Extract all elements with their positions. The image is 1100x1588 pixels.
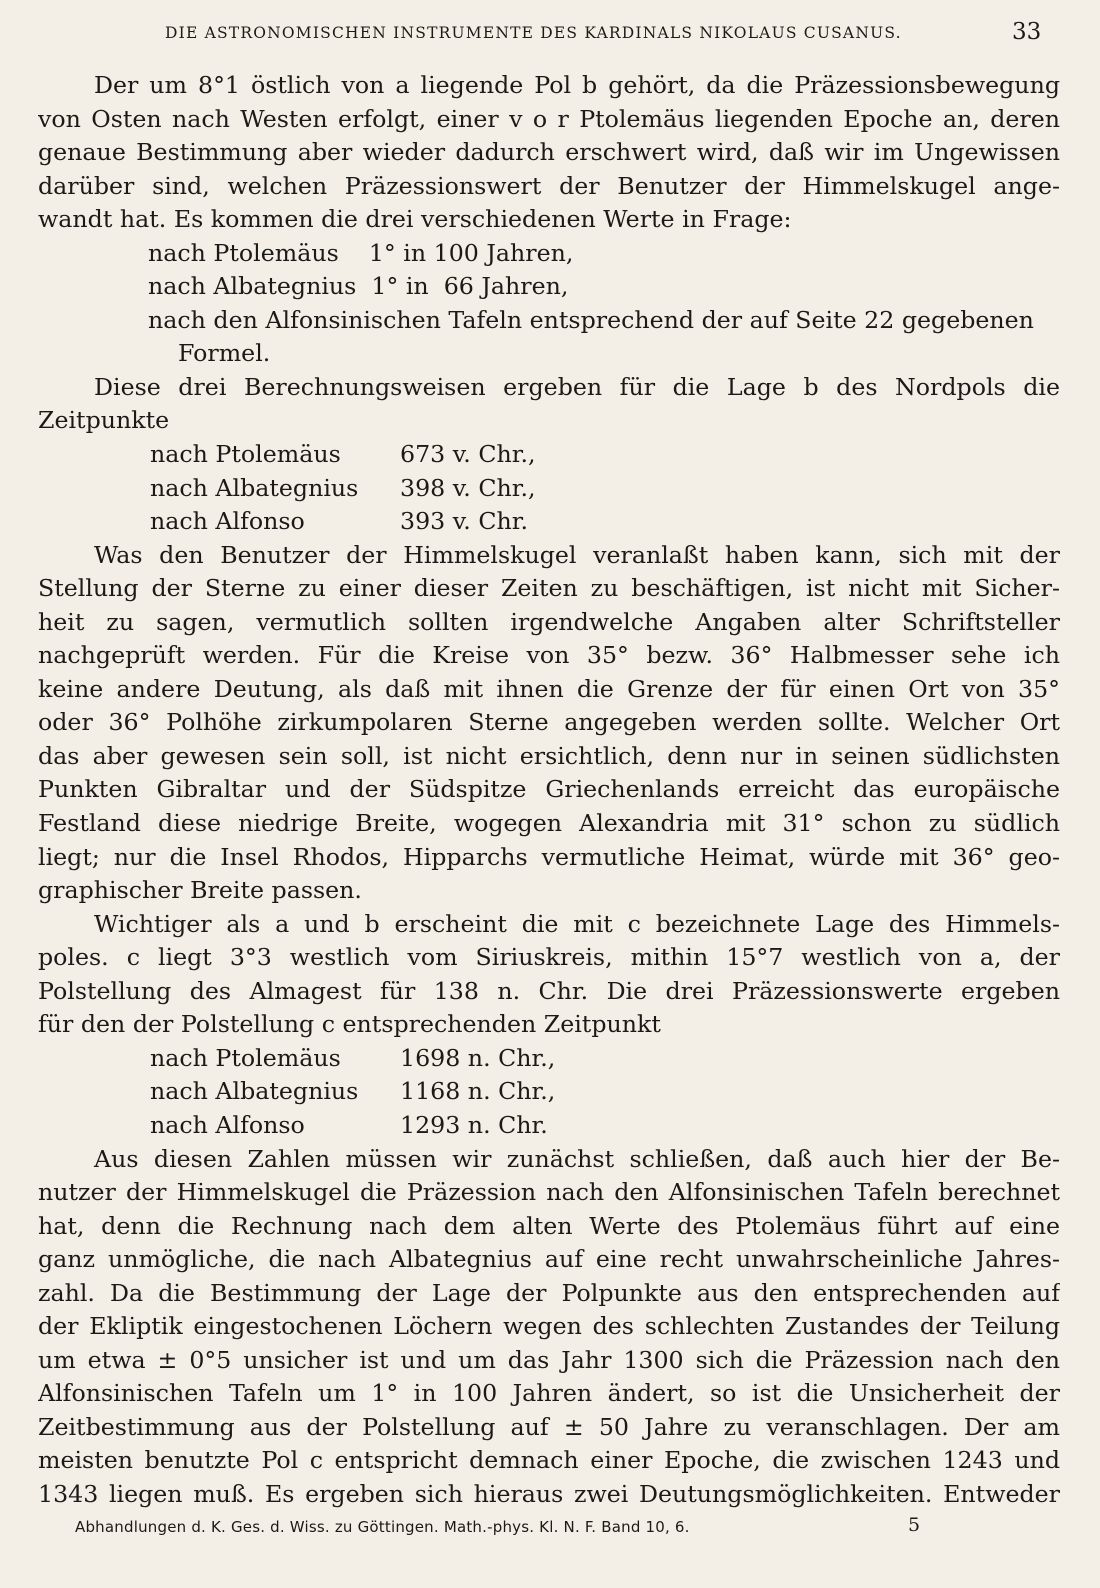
table-cell-year: 1168 n. Chr., — [400, 1077, 556, 1106]
paragraph — [38, 1143, 1060, 1512]
text-line: keine andere Deutung, als daß mit ihnen die Grenze der für einen Ort von 35° — [38, 674, 1060, 703]
table-row — [38, 438, 1060, 472]
text-line: für den der Polstellung c entsprechenden Zeitpunkt — [38, 1010, 661, 1039]
text-line: Wichtiger als a und b erscheint die mit c bezeichnete Lage des Himmels- — [94, 909, 1060, 938]
page-number: 33 — [1012, 19, 1042, 45]
text-line: Polstellung des Almagest für 138 n. Chr. Die drei Präzessionswerte ergeben — [38, 976, 1060, 1005]
text-line: heit zu sagen, vermutlich sollten irgendwelche Angaben alter Schriftsteller — [38, 607, 1060, 636]
text-line: Festland diese niedrige Breite, wogegen Alexandria mit 31° schon zu südlich — [38, 809, 1060, 838]
running-head: DIE ASTRONOMISCHEN INSTRUMENTE DES KARDINALS NIKOLAUS CUSANUS. — [165, 24, 902, 42]
text-line: darüber sind, welchen Präzessionswert der Benutzer der Himmelskugel ange- — [38, 171, 1060, 200]
text-line: nachgeprüft werden. Für die Kreise von 35° bezw. 36° Halbmesser sehe ich — [38, 641, 1060, 670]
text-line: hat, denn die Rechnung nach dem alten Werte des Ptolemäus führt auf eine — [38, 1211, 1060, 1240]
table-row — [38, 1042, 1060, 1076]
table-cell-method: nach Ptolemäus — [150, 1043, 341, 1072]
text-line: Stellung der Sterne zu einer dieser Zeiten zu beschäftigen, ist nicht mit Sicher- — [38, 574, 1060, 603]
list-item-continuation: Formel. — [178, 339, 271, 368]
table-row — [38, 1109, 1060, 1143]
text-line: der Ekliptik eingestochenen Löchern wegen des schlechten Zustandes der Teilung — [38, 1312, 1060, 1341]
list-item: nach den Alfonsinischen Tafeln entsprechend der auf Seite 22 gegebenen — [148, 305, 1034, 334]
text-line: von Osten nach Westen erfolgt, einer v o r Ptolemäus liegenden Epoche an, deren — [38, 104, 1060, 133]
text-line: Diese drei Berechnungsweisen ergeben für die Lage b des Nordpols die — [94, 372, 1060, 401]
list-item: nach Albategnius 1° in 66 Jahren, — [148, 272, 569, 301]
table-cell-method: nach Albategnius — [150, 473, 359, 502]
series-footer: Abhandlungen d. K. Ges. d. Wiss. zu Göttingen. Math.-phys. Kl. N. F. Band 10, 6. — [75, 1518, 690, 1536]
table-row — [38, 1075, 1060, 1109]
text-line: zahl. Da die Bestimmung der Lage der Polpunkte aus den entsprechenden auf — [38, 1278, 1060, 1307]
text-line: 1343 liegen muß. Es ergeben sich hieraus zwei Deutungsmöglichkeiten. Entweder — [38, 1479, 1060, 1508]
text-line: wandt hat. Es kommen die drei verschiedenen Werte in Frage: — [38, 205, 792, 234]
text-line: Alfonsinischen Tafeln um 1° in 100 Jahren ändert, so ist die Unsicherheit der — [38, 1379, 1060, 1408]
text-line: meisten benutzte Pol c entspricht demnach einer Epoche, die zwischen 1243 und — [38, 1446, 1060, 1475]
text-line: Aus diesen Zahlen müssen wir zunächst schließen, daß auch hier der Be- — [94, 1144, 1060, 1173]
table-cell-method: nach Ptolemäus — [150, 440, 341, 469]
text-line: das aber gewesen sein soll, ist nicht ersichtlich, denn nur in seinen südlichsten — [38, 741, 1060, 770]
table-cell-method: nach Albategnius — [150, 1077, 359, 1106]
table-cell-year: 1293 n. Chr. — [400, 1110, 548, 1139]
paragraph — [38, 908, 1060, 1042]
signature-mark: 5 — [908, 1514, 921, 1536]
text-line: um etwa ± 0°5 unsicher ist und um das Jahr 1300 sich die Präzession nach den — [38, 1345, 1060, 1374]
table-cell-year: 398 v. Chr., — [400, 473, 536, 502]
text-line: poles. c liegt 3°3 westlich vom Siriuskreis, mithin 15°7 westlich von a, der — [38, 943, 1060, 972]
text-line: oder 36° Polhöhe zirkumpolaren Sterne angegeben werden sollte. Welcher Ort — [38, 708, 1060, 737]
body-text — [38, 69, 1060, 1512]
text-line: liegt; nur die Insel Rhodos, Hipparchs vermutliche Heimat, würde mit 36° geo- — [38, 842, 1060, 871]
table-row — [38, 472, 1060, 506]
table-cell-year: 673 v. Chr., — [400, 440, 536, 469]
paragraph — [38, 69, 1060, 237]
text-line: graphischer Breite passen. — [38, 876, 362, 905]
text-line: Zeitpunkte — [38, 406, 170, 435]
precession-value-list — [38, 237, 1060, 371]
epoch-table-b — [38, 438, 1060, 539]
table-cell-year: 393 v. Chr. — [400, 507, 528, 536]
text-line: genaue Bestimmung aber wieder dadurch erschwert wird, daß wir im Ungewissen — [38, 138, 1060, 167]
text-line: Zeitbestimmung aus der Polstellung auf ± 50 Jahre zu veranschlagen. Der am — [38, 1412, 1060, 1441]
text-line: Was den Benutzer der Himmelskugel veranlaßt haben kann, sich mit der — [94, 540, 1060, 569]
table-row — [38, 505, 1060, 539]
paragraph — [38, 371, 1060, 438]
list-item: nach Ptolemäus 1° in 100 Jahren, — [148, 238, 574, 267]
text-line: ganz unmögliche, die nach Albategnius auf eine recht unwahrscheinliche Jahres- — [38, 1245, 1060, 1274]
table-cell-method: nach Alfonso — [150, 507, 305, 536]
text-line: Punkten Gibraltar und der Südspitze Griechenlands erreicht das europäische — [38, 775, 1060, 804]
text-line: Der um 8°1 östlich von a liegende Pol b gehört, da die Präzessionsbewegung — [94, 71, 1060, 99]
table-cell-method: nach Alfonso — [150, 1110, 305, 1139]
text-line: nutzer der Himmelskugel die Präzession nach den Alfonsinischen Tafeln berechnet — [38, 1178, 1060, 1207]
epoch-table-c — [38, 1042, 1060, 1143]
table-cell-year: 1698 n. Chr., — [400, 1043, 556, 1072]
paragraph — [38, 539, 1060, 908]
